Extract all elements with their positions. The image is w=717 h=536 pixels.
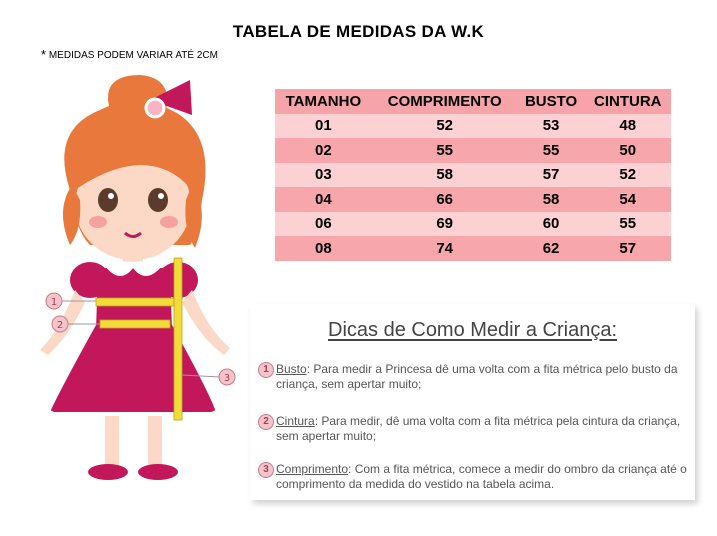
cell-waist: 55 [619, 215, 637, 233]
table-row [275, 138, 671, 163]
tip-label: Cintura [276, 414, 315, 428]
tip-description: : Com a fita métrica, comece a medir do ombro da criança até o comprimento da medida do vestido na tabela acima. [276, 462, 687, 491]
size-table [275, 89, 671, 261]
tip-length [258, 462, 688, 492]
measurement-note [41, 47, 218, 62]
tip-label: Comprimento [276, 462, 349, 476]
header-bust: BUSTO [524, 92, 578, 110]
page-title: TABELA DE MEDIDAS DA W.K [232, 22, 485, 41]
cell-bust: 55 [542, 141, 560, 159]
tip-text [276, 462, 688, 492]
cell-size: 06 [315, 215, 332, 233]
table-row [275, 163, 671, 188]
cell-waist: 57 [619, 239, 637, 257]
cell-bust: 60 [542, 215, 560, 233]
measuring-tips-panel [250, 304, 695, 500]
size-table-header [275, 89, 671, 114]
note-text: MEDIDAS PODEM VARIAR ATÉ 2CM [48, 50, 218, 61]
cell-length: 52 [436, 117, 454, 135]
tip-waist [258, 414, 688, 444]
header-waist: CINTURA [594, 92, 662, 110]
table-row [275, 212, 671, 237]
cell-length: 66 [436, 190, 454, 208]
tip-description: : Para medir, dê uma volta com a fita métrica pela cintura da criança, sem apertar muito; [276, 414, 681, 443]
table-row [275, 187, 671, 212]
cell-length: 69 [436, 215, 454, 233]
note-asterisk: * [41, 47, 47, 62]
marker-3-label: 3 [223, 373, 231, 384]
cell-length: 74 [436, 239, 454, 257]
cell-waist: 54 [619, 190, 637, 208]
table-row [275, 236, 671, 261]
cell-length: 55 [436, 141, 454, 159]
tips-heading: Dicas de Como Medir a Criança: [328, 319, 617, 341]
marker-2-icon [52, 316, 68, 332]
tip-number-1: 1 [258, 362, 274, 378]
marker-2-label: 2 [56, 320, 64, 331]
girl-measuring-illustration [30, 70, 245, 490]
cell-bust: 53 [542, 117, 560, 135]
header-length: COMPRIMENTO [387, 92, 502, 110]
cell-size: 03 [315, 166, 332, 184]
marker-3-icon [219, 369, 235, 385]
header-size: TAMANHO [285, 92, 362, 110]
cell-bust: 57 [542, 166, 560, 184]
cell-size: 04 [315, 190, 332, 208]
tip-text [276, 414, 688, 444]
tip-number-2: 2 [258, 414, 274, 430]
cell-waist: 50 [619, 141, 637, 159]
cell-size: 08 [315, 239, 332, 257]
cell-waist: 48 [619, 117, 637, 135]
cell-bust: 58 [542, 190, 560, 208]
tip-text [276, 362, 688, 392]
cell-waist: 52 [619, 166, 637, 184]
marker-1-label: 1 [50, 297, 58, 308]
cell-length: 58 [436, 166, 454, 184]
cell-size: 02 [315, 141, 332, 159]
tip-description: : Para medir a Princesa dê uma volta com a fita métrica pelo busto da criança, sem apertar muito; [276, 362, 678, 391]
cell-bust: 62 [542, 239, 560, 257]
tip-number-3: 3 [258, 462, 274, 478]
tip-bust [258, 362, 688, 392]
marker-1-icon [46, 293, 62, 309]
tip-label: Busto [276, 362, 307, 376]
cell-size: 01 [315, 117, 332, 135]
table-row [275, 114, 671, 139]
